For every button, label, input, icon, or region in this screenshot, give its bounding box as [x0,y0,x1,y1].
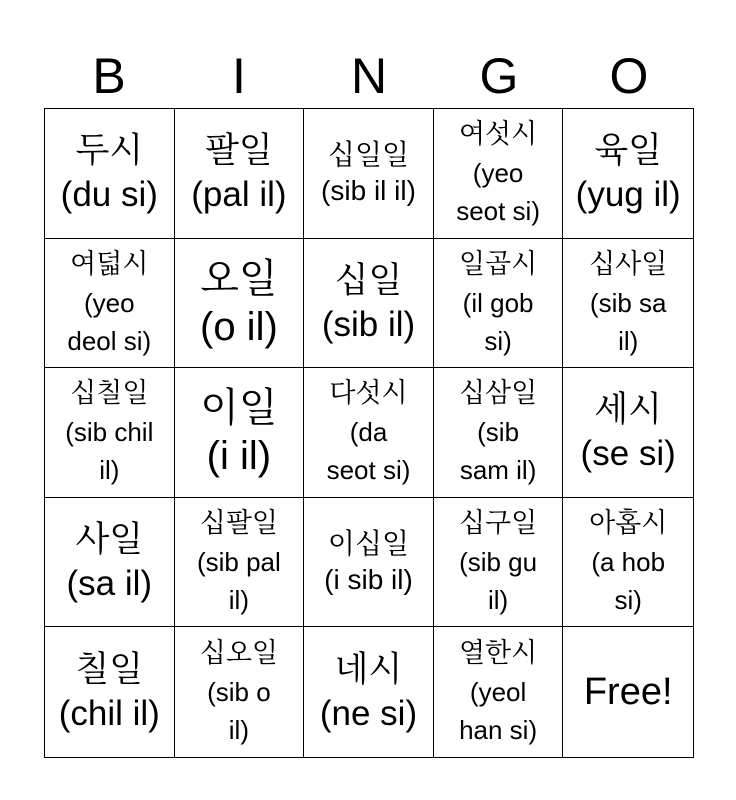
cell-romanization: (pal il) [191,175,287,215]
cell-primary-text: 사일 [75,520,144,561]
cell-romanization: (da [349,417,388,448]
cell-romanization: (sib o [207,677,271,708]
cell-romanization: si) [614,585,642,616]
bingo-cell[interactable] [304,368,434,498]
bingo-cell[interactable] [304,239,434,369]
cell-romanization: (a hob [591,547,666,578]
cell-primary-text: 십팔일 [199,508,279,540]
cell-romanization: (o il) [200,304,278,349]
cell-primary-text: 열한시 [458,638,538,670]
cell-romanization: (ne si) [319,694,418,734]
cell-primary-text: 십칠일 [70,378,149,410]
bingo-cell[interactable] [45,239,175,369]
cell-romanization: il) [487,585,509,616]
bingo-cell[interactable] [45,627,175,757]
cell-primary-text: 이십일 [327,527,410,561]
cell-romanization: (sib il il) [321,175,416,207]
cell-romanization: (se si) [580,434,676,474]
header-letter-i: I [232,48,246,104]
bingo-cell[interactable] [45,109,175,239]
cell-romanization: (yeol [469,677,527,708]
cell-primary-text: 두시 [75,131,144,172]
cell-romanization: (i il) [206,434,272,479]
cell-romanization: (chil il) [58,694,160,734]
cell-romanization: (sib sa [589,287,667,318]
cell-primary-text: 십구일 [458,508,538,540]
bingo-cell[interactable] [563,498,693,628]
cell-romanization: (yeo [84,287,135,318]
cell-romanization: (sib [477,417,520,448]
cell-romanization: si) [484,325,512,356]
bingo-cell[interactable] [434,239,564,369]
cell-romanization: (sib gu [459,547,538,578]
cell-primary-text: 십일일 [327,138,410,172]
cell-romanization: (yeo [472,158,524,189]
bingo-header [44,44,694,108]
bingo-cell[interactable] [175,239,305,369]
cell-romanization: seot si) [456,196,540,227]
bingo-cell[interactable] [175,627,305,757]
cell-romanization: il) [228,585,249,616]
cell-romanization: sam il) [459,455,537,486]
bingo-cell[interactable] [175,498,305,628]
cell-primary-text: 십삼일 [458,378,538,410]
header-letter-g: G [479,48,519,104]
cell-primary-text: 다섯시 [329,378,408,410]
cell-romanization: seot si) [326,455,411,486]
cell-romanization: (il gob [462,287,534,318]
cell-primary-text: 여섯시 [458,119,538,151]
cell-primary-text: 팔일 [205,131,273,172]
cell-primary-text: 칠일 [75,650,144,691]
cell-romanization: (sib il) [321,304,416,344]
cell-romanization: deol si) [67,325,152,356]
cell-romanization: il) [618,325,639,356]
bingo-cell[interactable] [563,368,693,498]
header-letter-o: O [609,48,649,104]
cell-romanization: (yug il) [575,175,681,215]
cell-primary-text: 십오일 [199,638,279,670]
bingo-cell[interactable] [434,109,564,239]
cell-primary-text: 십사일 [589,248,668,280]
cell-primary-text: 십일 [334,260,403,301]
bingo-cell[interactable] [563,109,693,239]
bingo-cell[interactable] [304,498,434,628]
cell-primary-text: 오일 [200,255,278,302]
bingo-cell[interactable] [175,368,305,498]
cell-romanization: il) [99,455,120,486]
cell-romanization: (i sib il) [324,564,413,596]
bingo-cell-free[interactable] [563,627,693,757]
cell-romanization: (sa il) [66,564,153,604]
bingo-cell[interactable] [434,627,564,757]
cell-primary-text: 네시 [334,650,403,691]
cell-primary-text: 세시 [594,390,662,431]
cell-primary-text: 일곱시 [458,248,538,280]
cell-primary-text: 여덟시 [70,248,149,280]
bingo-cell[interactable] [434,368,564,498]
cell-primary-text: Free! [583,671,673,714]
cell-primary-text: 육일 [594,131,662,172]
bingo-board [44,108,694,758]
bingo-cell[interactable] [563,239,693,369]
header-letter-b: B [92,48,126,104]
bingo-cell[interactable] [45,498,175,628]
bingo-cell[interactable] [304,109,434,239]
bingo-cell[interactable] [434,498,564,628]
cell-primary-text: 아홉시 [589,508,668,540]
cell-romanization: (sib pal [196,547,281,578]
bingo-cell[interactable] [304,627,434,757]
header-letter-n: N [350,48,388,104]
cell-romanization: han si) [459,715,538,746]
bingo-cell[interactable] [45,368,175,498]
bingo-cell[interactable] [175,109,305,239]
cell-romanization: (du si) [60,175,158,215]
cell-romanization: (sib chil [65,417,154,448]
cell-primary-text: 이일 [200,385,278,432]
cell-romanization: il) [228,715,249,746]
